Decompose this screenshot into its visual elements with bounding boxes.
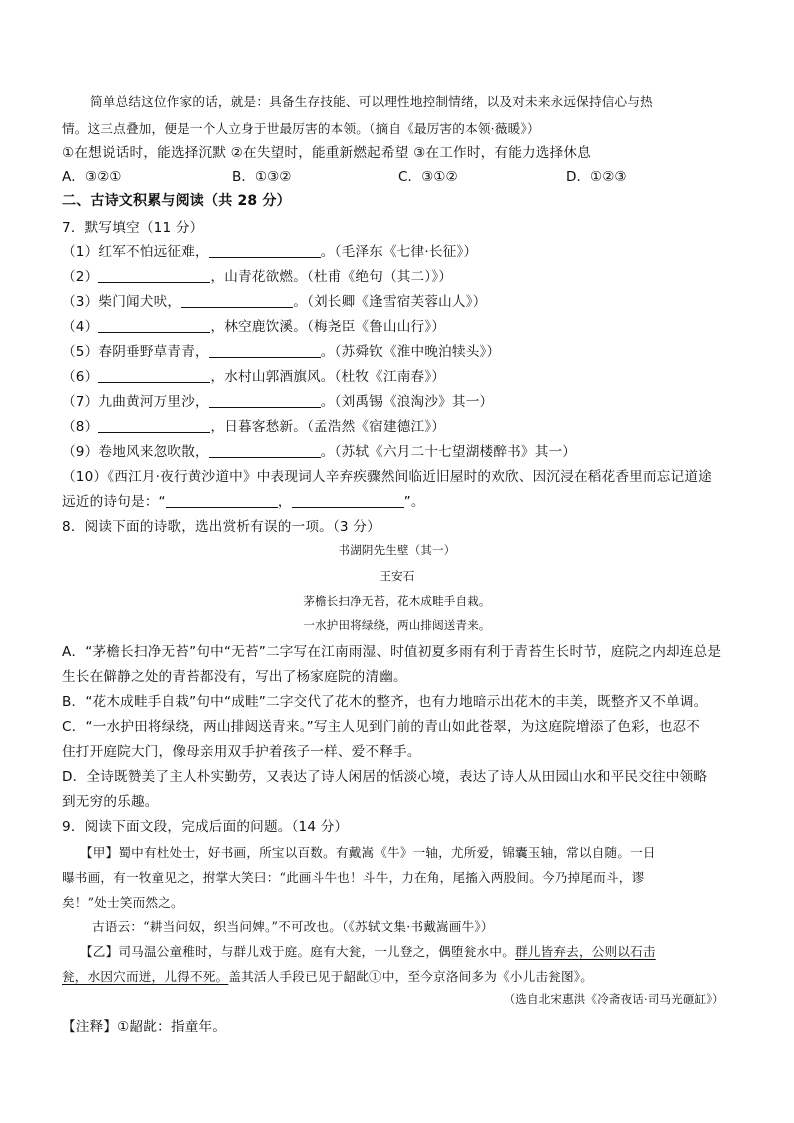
yi-text: 【乙】司马温公童稚时，与群儿戏于庭。庭有大瓮，一儿登之，偶堕瓮水中。: [80, 944, 515, 959]
q7-text: （5）春阴垂野草青青，: [62, 344, 209, 360]
q7-text: ，水村山郭酒旗风。（杜牧《江南春》）: [210, 369, 446, 385]
q7-text: ，: [277, 494, 292, 510]
yi-line-2: [62, 966, 593, 985]
poem-line-1: 茅檐长扫净无苔，花木成畦手自栽。: [303, 594, 491, 608]
q7-text: （2）: [62, 269, 99, 285]
q7-line-8: [62, 415, 445, 435]
poem-line-2: 一水护田将绿绕，两山排闼送青来。: [303, 618, 491, 632]
q6-option-c: C．③①②: [398, 169, 458, 185]
jia-line-1: 【甲】蜀中有杜处士，好书画，所宝以百数。有戴嵩《牛》一轴，尤所爱，锦囊玉轴，常以自随。一日: [80, 845, 656, 860]
jia-line-3: 矣！”处士笑而然之。: [62, 895, 184, 910]
q7-text: （3）柴门闻犬吠，: [62, 294, 182, 310]
answer-blank[interactable]: [209, 243, 321, 258]
q7-text: 。（刘禹锡《浪淘沙》其一）: [320, 394, 494, 410]
yi-text: 盖其活人手段已见于龆龀①中，至今京洛间多为《小儿击瓮图》。: [228, 969, 594, 984]
q7-line-5: [62, 340, 500, 360]
q7-text: ，林空鹿饮溪。（梅尧臣《鲁山山行》）: [210, 319, 446, 335]
q8-option-c-line-2: 住打开庭院大门，像母亲用双手护着孩子一样、爱不释手。: [62, 744, 421, 760]
q7-text: （7）九曲黄河万里沙，: [62, 394, 209, 410]
yi-line-1: [80, 941, 656, 960]
answer-blank[interactable]: [166, 493, 278, 508]
q7-text: 。（苏舜钦《淮中晚泊犊头》）: [320, 344, 501, 360]
answer-blank[interactable]: [98, 268, 210, 283]
q8-option-c-line-1: C．“一水护田将绿绕，两山排闼送青来。”写主人见到门前的青山如此苍翠，为这庭院增添了色彩，也忍不: [62, 719, 701, 735]
q7-text: ，日暮客愁新。（孟浩然《宿建德江》）: [210, 419, 446, 435]
answer-blank[interactable]: [209, 393, 321, 408]
q7-text: （6）: [62, 369, 99, 385]
yi-underlined-text: 群儿皆弃去，公则以石击: [515, 944, 656, 959]
q7-line-1: [62, 240, 477, 260]
jia-line-2: 曝书画，有一牧童见之，拊掌大笑曰：“此画斗牛也！斗牛，力在角，尾搐入两股间。今乃掉尾而斗，谬: [62, 870, 645, 885]
q7-line-6: [62, 365, 445, 385]
q7-text: （8）: [62, 419, 99, 435]
answer-blank[interactable]: [209, 443, 321, 458]
q7-stem: 7．默写填空（11 分）: [62, 220, 204, 236]
yi-source: （选自北宋惠洪《冷斋夜话·司马光砸缸》）: [503, 992, 724, 1006]
answer-blank[interactable]: [98, 368, 210, 383]
q7-text: ，山青花欲燃。（杜甫《绝句（其二）》）: [210, 269, 453, 285]
q7-text: 。（刘长卿《逢雪宿芙蓉山人》）: [293, 294, 487, 310]
q8-option-a-line-1: A．“茅檐长扫净无苔”句中“无苔”二字写在江南雨湿、时值初夏多雨有利于青苔生长时节，庭院之内却连总是: [62, 644, 722, 660]
section-heading: 二、古诗文积累与阅读（共 28 分）: [62, 193, 291, 209]
q7-line-10b: [62, 490, 425, 510]
answer-blank[interactable]: [98, 318, 210, 333]
q7-line-2: [62, 265, 452, 285]
q7-line-7: [62, 390, 493, 410]
answer-blank[interactable]: [292, 493, 404, 508]
q7-text: 。（苏轼《六月二十七望湖楼醉书》其一）: [320, 444, 577, 460]
q7-text: （9）卷地风来忽吹散，: [62, 444, 209, 460]
annotation: 【注释】①龆龀：指童年。: [62, 1019, 227, 1035]
q6-option-d: D．①②③: [566, 169, 627, 185]
poem-title: 书湖阴先生壁（其一）: [338, 543, 456, 557]
q7-line-4: [62, 315, 445, 335]
q7-text: 。（毛泽东《七律·长征》）: [320, 244, 478, 260]
q8-stem: 8．阅读下面的诗歌，选出赏析有误的一项。（3 分）: [62, 519, 381, 535]
q6-option-b: B．①③②: [232, 169, 292, 185]
q8-option-d-line-2: 到无穷的乐趣。: [62, 794, 159, 810]
answer-blank[interactable]: [98, 418, 210, 433]
poem-author: 王安石: [379, 569, 415, 583]
q6-items: ①在想说话时，能选择沉默 ②在失望时，能重新燃起希望 ③在工作时，有能力选择休息: [62, 145, 591, 161]
q6-option-a: A．③②①: [62, 169, 122, 185]
q7-text: 远近的诗句是：“: [62, 494, 166, 510]
q8-option-a-line-2: 生长在僻静之处的青苔都没有，写出了杨家庭院的清幽。: [62, 669, 407, 685]
yi-underlined-text: 瓮，水因穴而迸，儿得不死。: [62, 969, 229, 984]
q7-line-3: [62, 290, 487, 310]
q7-text: （1）红军不怕远征难，: [62, 244, 209, 260]
passage-line-2: 情。这三点叠加，便是一个人立身于世最厉害的本领。（摘自《最厉害的本领·薇暖》）: [62, 121, 540, 136]
q9-stem: 9．阅读下面文段，完成后面的问题。（14 分）: [62, 819, 349, 835]
passage-line-1: 简单总结这位作家的话，就是：具备生存技能、可以理性地控制情绪，以及对未来永远保持信心与热: [90, 94, 653, 109]
q7-text: ”。: [403, 494, 425, 510]
q7-line-10: （10）《西江月·夜行黄沙道中》中表现词人辛弃疾骤然间临近旧屋时的欢欣、因沉浸在稻花香里而忘记道途: [62, 469, 712, 485]
jia-line-4: 古语云：“耕当问奴，织当问婢。”不可改也。（《苏轼文集·书戴嵩画牛》）: [92, 919, 494, 934]
q7-text: （4）: [62, 319, 99, 335]
q7-line-9: [62, 440, 576, 460]
answer-blank[interactable]: [209, 343, 321, 358]
q8-option-b: B．“花木成畦手自栽”句中“成畦”二字交代了花木的整齐，也有力地暗示出花木的丰美，既整齐又不单调。: [62, 694, 708, 710]
answer-blank[interactable]: [181, 293, 293, 308]
q8-option-d-line-1: D．全诗既赞美了主人朴实勤劳，又表达了诗人闲居的恬淡心境，表达了诗人从田园山水和平民交往中领略: [62, 769, 708, 785]
